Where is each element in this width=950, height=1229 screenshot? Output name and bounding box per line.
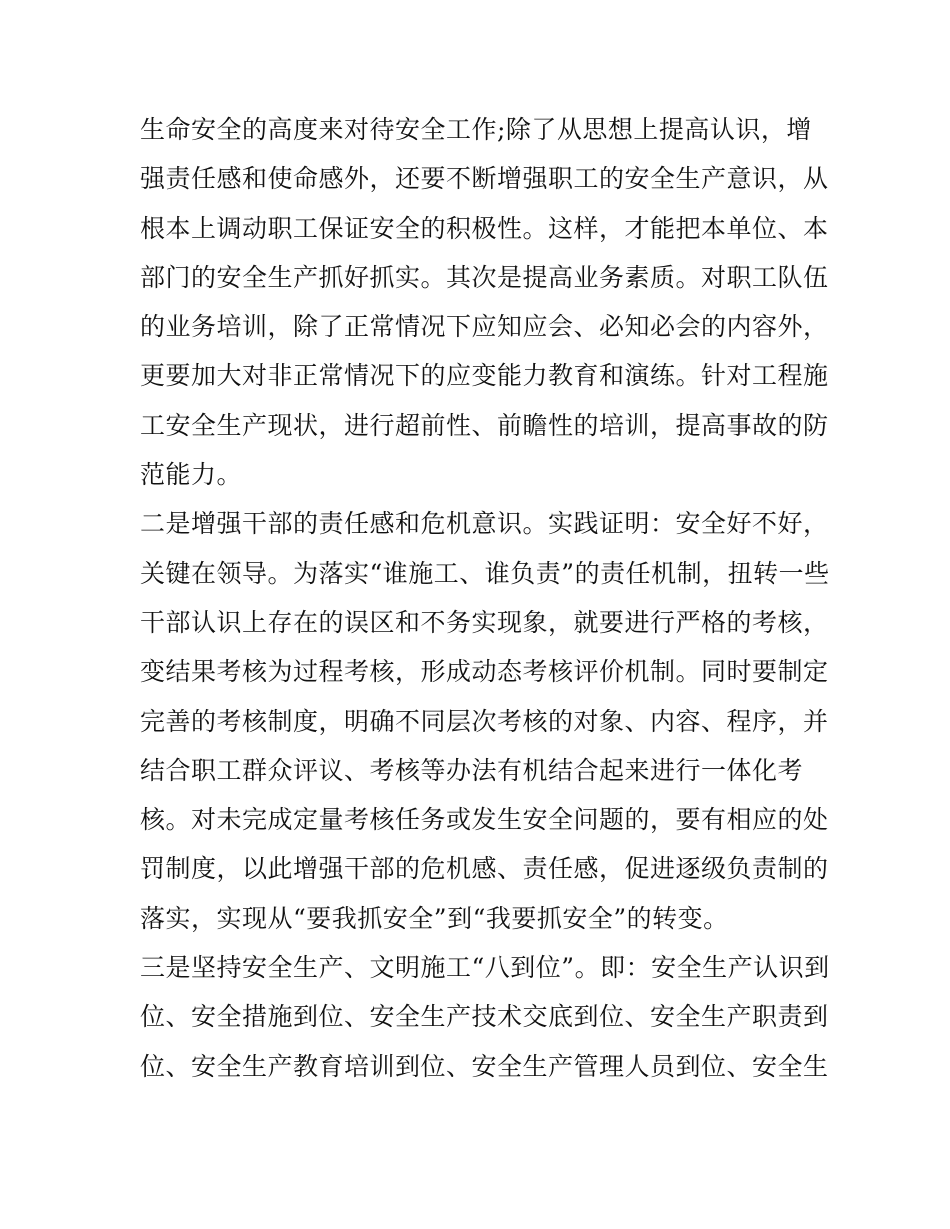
text-line: 变结果考核为过程考核，形成动态考核评价机制。同时要制定 [140,657,829,687]
text-line: 工安全生产现状，进行超前性、前瞻性的培训，提高事故的防 [140,410,829,440]
text-line: 核。对未完成定量考核任务或发生安全问题的，要有相应的处 [140,805,829,835]
text-line: 干部认识上存在的误区和不务实现象，就要进行严格的考核， [140,607,829,637]
text-line: 二是增强干部的责任感和危机意识。实践证明：安全好不好， [140,509,829,539]
document-body [140,105,830,1091]
text-line: 罚制度，以此增强干部的危机感、责任感，促进逐级负责制的 [140,854,829,884]
text-line: 强责任感和使命感外，还要不断增强职工的安全生产意识，从 [140,164,829,194]
text-line: 更要加大对非正常情况下的应变能力教育和演练。针对工程施 [140,361,829,391]
text-line: 结合职工群众评议、考核等办法有机结合起来进行一体化考 [140,755,804,785]
text-line: 位、安全措施到位、安全生产技术交底到位、安全生产职责到 [140,1002,829,1032]
text-line: 根本上调动职工保证安全的积极性。这样，才能把本单位、本 [140,213,829,243]
text-line: 关键在领导。为落实“谁施工、谁负责”的责任机制，扭转一些 [140,558,830,588]
text-line: 生命安全的高度来对待安全工作;除了从思想上提高认识，增 [140,115,812,144]
text-line: 位、安全生产教育培训到位、安全生产管理人员到位、安全生 [140,1051,829,1081]
text-line: 的业务培训，除了正常情况下应知应会、必知必会的内容外， [140,312,829,342]
text-line: 落实，实现从“要我抓安全”到“我要抓安全”的转变。 [140,903,729,933]
text-line: 三是坚持安全生产、文明施工“八到位”。即：安全生产认识到 [140,953,830,983]
text-line: 部门的安全生产抓好抓实。其次是提高业务素质。对职工队伍 [140,262,829,292]
text-line: 范能力。 [140,460,243,490]
text-line: 完善的考核制度，明确不同层次考核的对象、内容、程序，并 [140,706,829,736]
